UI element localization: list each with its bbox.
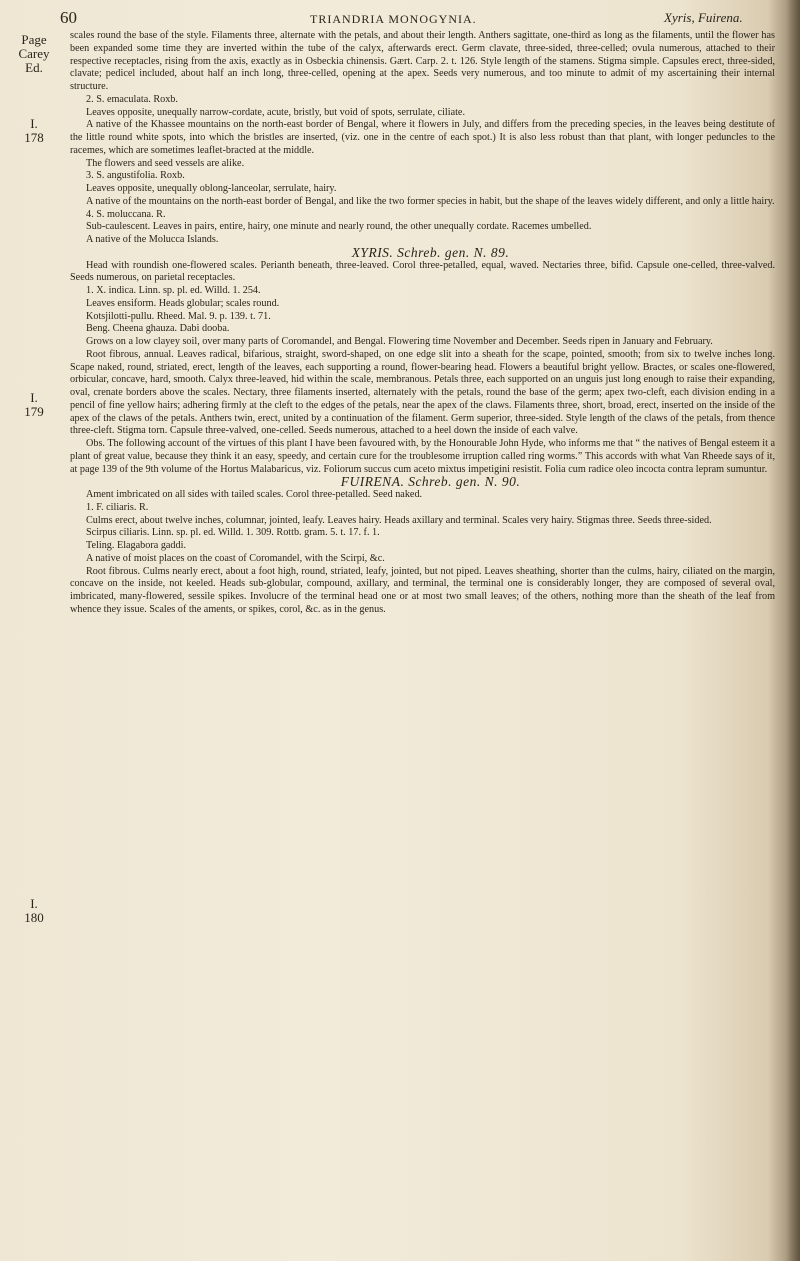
margin-vol-178 <box>6 117 62 145</box>
paragraph: Beng. Cheena ghauza. Dabi dooba. <box>86 323 230 335</box>
page-edge-shadow <box>786 0 800 1261</box>
page-number: 60 <box>60 8 77 27</box>
running-title: TRIANDRIA MONOGYNIA. <box>310 12 477 26</box>
paragraph: A native of the Molucca Islands. <box>86 234 219 245</box>
species-name: 2. S. emaculata. Roxb. <box>86 93 178 105</box>
paragraph: Grows on a low clayey soil, over many parts of Coromandel, and Bengal. Flowering time November and December. Seeds ripen in January and February. <box>86 336 713 347</box>
species-name: 1. F. ciliaris. R. <box>86 501 149 513</box>
paragraph: Leaves ensiform. Heads globular; scales round. <box>86 297 280 309</box>
paragraph: Obs. The following account of the virtues of this plant I have been favoured with, by the Honourable John Hyde, who informs me that “ the natives of Bengal esteem it a plant of great value, because they think it an easy, speedy, and certain cure for the troublesome irruption called ring worms.” This accords with what Van Rheede says of it, at page 139 of the 9th volume of the Hortus Malabaricus, viz. Foliorum succus cum aceto mixtus impetigini resistit. Folia cum radice oleo incocta contra lepram sumuntur. <box>70 438 775 475</box>
margin-vol-180 <box>6 897 62 925</box>
paragraph: scales round the base of the style. Filaments three, alternate with the petals, and about their length. Anthers sagittate, one-third as long as the filaments, until the flower has been expanded some time they are inverted within the tube of the calyx, afterwards erect. Germ clavate, three-sided, three-celled; ovula numerous, attached to their respective receptacles, rising from the axis, exactly as in Osbeckia chinensis. Gært. Carp. 2. t. 126. Style length of the stamens. Stigma simple. Capsules erect, three-sided, clavate; pedicel included, about half an inch long, three-celled, opening at the apex. Seeds very numerous, and too minute to admit of my ascertaining their internal structure. <box>70 30 775 92</box>
genus-heading-fuirena: FUIRENA. Schreb. gen. N. 90. <box>340 474 521 490</box>
margin-line: 180 <box>24 910 44 925</box>
page-body <box>70 30 775 617</box>
margin-line: I. <box>30 896 38 911</box>
paragraph: A native of the mountains on the north-east border of Bengal, and like the two former species in habit, but the shape of the leaves widely different, and only a little hairy. <box>86 195 775 207</box>
paragraph: Leaves opposite, unequally narrow-cordate, acute, bristly, but void of spots, serrulate, ciliate. <box>86 106 465 118</box>
paragraph: Ament imbricated on all sides with tailed scales. Corol three-petalled. Seed naked. <box>86 489 423 500</box>
margin-line: I. <box>30 390 38 405</box>
paragraph: Root fibrous, annual. Leaves radical, bifarious, straight, sword-shaped, on one edge slit into a sheath for the scape, pointed, smooth; from six to twelve inches long. Scape naked, round, striated, erect, length of the leaves, each supporting a round, flower-bearing head. Flowers a beautiful bright yellow. Bractes, or scales one-flowered, orbicular, concave, hard, smooth. Calyx three-leaved, hid within the scale, membranous. Petals three, each supported on an unguis just long enough to raise their expanding, oval, crenate borders above the scales. Nectary, three filaments inserted, alternately with the petals, round the base of the germ; apex two-cleft, each division ending in a pencil of fine yellow hairs; adhering firmly at the cleft to the edges of the petals, near the apex of the claws. Filaments three, short, broad, erect, inserted on the inside of the apex of the claws of the petals. Anthers twin, erect, united by a continuation of the filament. Germ superior, three-sided. Style length of the claws of the petals, from thence three-cleft. Stigma torn. Capsule three-valved, one-celled. Seeds numerous, attached to a heel down the inside of each valve. <box>70 348 775 437</box>
paragraph: The flowers and seed vessels are alike. <box>86 157 245 169</box>
margin-line: 178 <box>24 130 44 145</box>
paragraph: Culms erect, about twelve inches, columnar, jointed, leafy. Leaves hairy. Heads axillary and terminal. Scales very hairy. Stigmas three. Seeds three-sided. <box>86 514 712 526</box>
paragraph: Sub-caulescent. Leaves in pairs, entire, hairy, one minute and nearly round, the other unequally cordate. Racemes umbelled. <box>86 221 592 233</box>
margin-line: I. <box>30 116 38 131</box>
species-name: 3. S. angustifolia. Roxb. <box>86 170 185 182</box>
paragraph: Kotsjilotti-pullu. Rheed. Mal. 9. p. 139. t. 71. <box>86 310 271 322</box>
paragraph: Scirpus ciliaris. Linn. sp. pl. ed. Willd. 1. 309. Rottb. gram. 5. t. 17. f. 1. <box>86 527 380 539</box>
margin-edition <box>6 33 62 75</box>
margin-line: Page <box>21 32 47 47</box>
margin-line: Carey <box>18 46 50 61</box>
paragraph: A native of moist places on the coast of Coromandel, with the Scirpi, &c. <box>86 552 385 564</box>
paragraph: Leaves opposite, unequally oblong-lanceolar, serrulate, hairy. <box>86 183 337 194</box>
paragraph: A native of the Khassee mountains on the north-east border of Bengal, where it flowers in July, and differs from the preceding species, in the leaves being destitute of the little round white spots, into which the bristles are inserted, (viz. one in the centre of each spot.) It is also less robust than that plant, with longer peduncles to the racemes, which are sometimes leaflet-bracted at the middle. <box>70 119 775 156</box>
genus-heading-xyris: XYRIS. Schreb. gen. N. 89. <box>351 244 510 260</box>
margin-vol-179 <box>6 391 62 419</box>
species-name: 4. S. moluccana. R. <box>86 208 166 220</box>
running-title-right: Xyris, Fuirena. <box>664 10 743 25</box>
margin-line: 179 <box>24 404 44 419</box>
paragraph: Head with roundish one-flowered scales. Perianth beneath, three-leaved. Corol three-petalled, equal, waved. Nectaries three, bifid. Capsule one-celled, three-valved. Seeds numerous, on parietal receptacles. <box>70 259 775 284</box>
paragraph: Root fibrous. Culms nearly erect, about a foot high, round, striated, leafy, jointed, but not piped. Leaves sheathing, shorter than the culms, hairy, ciliated on the margin, concave on the inside, not keeled. Heads sub-globular, compound, axillary, and terminal, the terminal one is considerably longer, they are composed of several oval, imbricated, many-flowered, sessile spikes. Involucre of the terminal head one or at most two small leaves; of the others, nothing more than the sheath of the leaf from whence they issue. Scales of the aments, or spikes, corol, &c. as in the genus. <box>70 565 775 615</box>
paragraph: Teling. Elagabora gaddi. <box>86 540 186 551</box>
margin-line: Ed. <box>25 60 43 75</box>
species-name: 1. X. indica. Linn. sp. pl. ed. Willd. 1. 254. <box>86 285 261 296</box>
